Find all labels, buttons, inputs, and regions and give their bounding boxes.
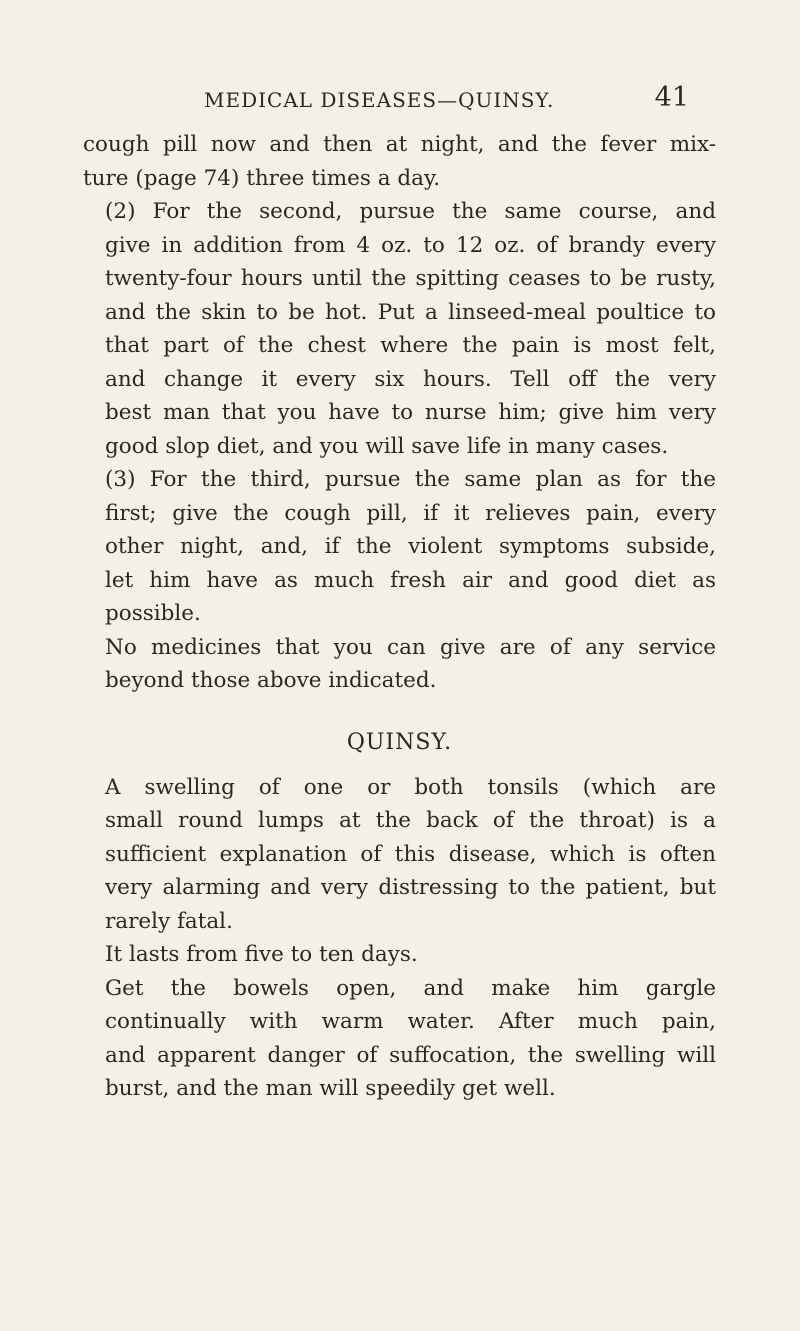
section-heading: QUINSY. <box>346 729 453 755</box>
page-number: 41 <box>654 82 689 113</box>
text-line: and change it every six hours. Tell off the very <box>105 366 716 392</box>
paragraph-continuation <box>83 128 716 195</box>
paragraph-duration <box>83 938 716 972</box>
paragraph-treatment <box>83 972 716 1106</box>
text-line: (3) For the third, pursue the same plan as for the <box>105 467 716 492</box>
text-line: possible. <box>105 601 201 626</box>
text-line: beyond those above indicated. <box>105 668 437 693</box>
running-head <box>0 82 800 122</box>
running-title: MEDICAL DISEASES—QUINSY. <box>204 88 555 112</box>
text-line: and apparent danger of suffocation, the swelling will <box>105 1042 716 1068</box>
text-line: No medicines that you can give are of any service <box>105 634 716 660</box>
text-line: continually with warm water. After much pain, <box>105 1009 716 1034</box>
text-line: burst, and the man will speedily get well. <box>105 1076 556 1101</box>
text-line: good slop diet, and you will save life in many cases. <box>105 433 669 459</box>
text-line: small round lumps at the back of the throat) is a <box>105 808 716 833</box>
text-line: cough pill now and then at night, and the fever mix- <box>83 132 716 157</box>
text-block <box>83 128 716 1106</box>
text-line: very alarming and very distressing to the patient, but <box>105 875 716 900</box>
text-line: It lasts from five to ten days. <box>105 942 418 967</box>
paragraph-third-case <box>83 463 716 631</box>
text-line: give in addition from 4 oz. to 12 oz. of brandy every <box>105 232 716 258</box>
text-line: A swelling of one or both tonsils (which are <box>105 774 716 800</box>
text-line: let him have as much fresh air and good diet as <box>105 567 716 593</box>
text-line: rarely fatal. <box>105 908 233 934</box>
text-line: and the skin to be hot. Put a linseed-meal poultice to <box>105 299 716 325</box>
text-line: best man that you have to nurse him; give him very <box>105 400 716 425</box>
text-line: sufficient explanation of this disease, which is often <box>105 841 716 867</box>
text-line: first; give the cough pill, if it relieves pain, every <box>105 500 716 526</box>
text-line: ture (page 74) three times a day. <box>83 165 441 191</box>
paragraph-medicines <box>83 631 716 698</box>
paragraph-quinsy-definition <box>83 771 716 939</box>
text-line: other night, and, if the violent symptoms subside, <box>105 534 716 559</box>
text-line: (2) For the second, pursue the same course, and <box>105 199 716 224</box>
paragraph-second-case <box>83 195 716 463</box>
text-line: that part of the chest where the pain is most felt, <box>105 333 716 358</box>
text-line: twenty-four hours until the spitting ceases to be rusty, <box>105 266 716 291</box>
text-line: Get the bowels open, and make him gargle <box>105 975 716 1001</box>
